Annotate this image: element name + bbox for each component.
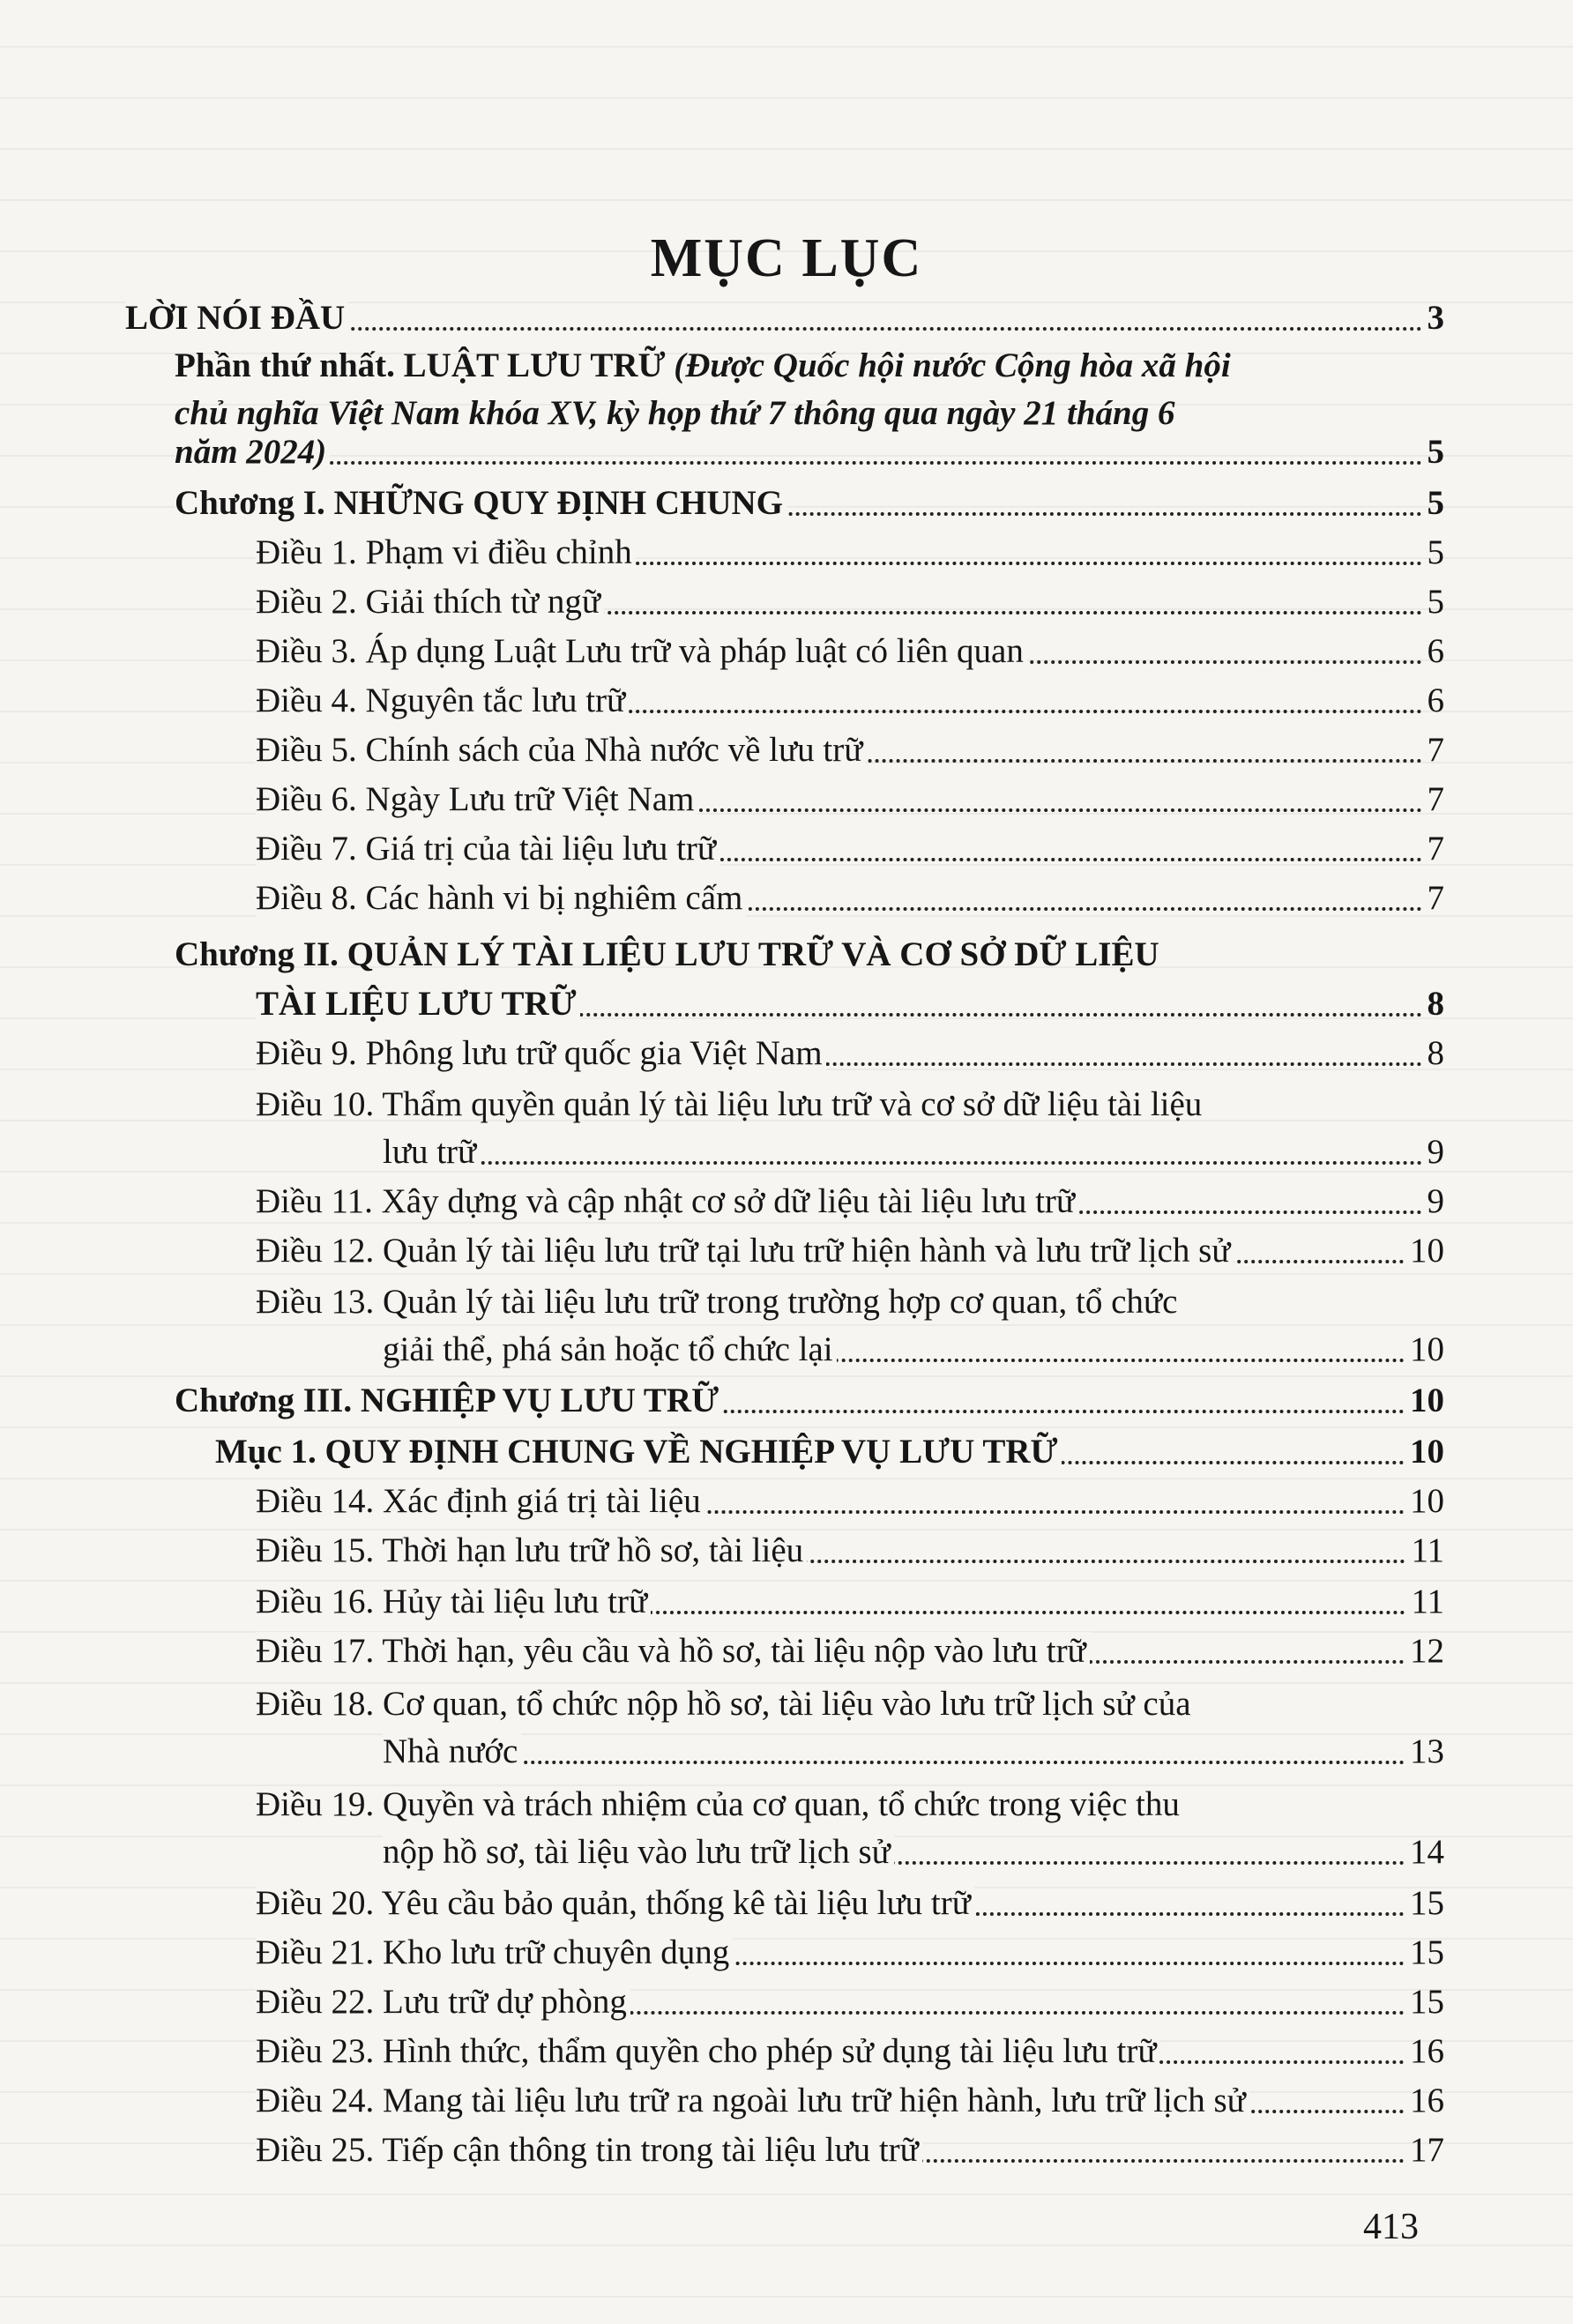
toc-label: Điều 6. Ngày Lưu trữ Việt Nam <box>256 780 697 818</box>
toc-label: LỜI NÓI ĐẦU <box>125 299 348 337</box>
toc-entry-dieu-18-line-1[interactable]: Điều 18. Cơ quan, tổ chức nộp hồ sơ, tài liệu vào lưu trữ lịch sử của <box>256 1685 1191 1723</box>
toc-label: Điều 21. Kho lưu trữ chuyên dụng <box>256 1933 733 1971</box>
toc-label: TÀI LIỆU LƯU TRỮ <box>256 985 580 1023</box>
toc-page-number: 8 <box>1427 1034 1444 1072</box>
toc-page-number: 15 <box>1410 1884 1444 1922</box>
toc-entry-dieu-9[interactable] <box>256 1030 1444 1077</box>
toc-label: giải thể, phá sản hoặc tổ chức lại <box>383 1330 837 1368</box>
toc-entry-loi-noi-dau[interactable] <box>125 294 1444 342</box>
toc-page-number: 10 <box>1410 1330 1444 1368</box>
toc-entry-chuong-2[interactable] <box>256 980 1444 1028</box>
toc-page-number: 6 <box>1427 682 1444 719</box>
toc-entry-dieu-10-line-1[interactable]: Điều 10. Thẩm quyền quản lý tài liệu lưu trữ và cơ sở dữ liệu tài liệu <box>256 1085 1203 1123</box>
toc-page-number: 15 <box>1410 1933 1444 1971</box>
toc-label: Chương I. NHỮNG QUY ĐỊNH CHUNG <box>175 484 786 522</box>
toc-label-italic: (Được Quốc hội nước Cộng hòa xã hội <box>674 346 1231 384</box>
toc-page-number: 7 <box>1427 830 1444 868</box>
toc-page-number: 10 <box>1410 1433 1444 1471</box>
toc-entry-dieu-13-line-1[interactable]: Điều 13. Quản lý tài liệu lưu trữ trong trường hợp cơ quan, tổ chức <box>256 1283 1178 1321</box>
page-number: 413 <box>1363 2207 1419 2247</box>
toc-entry-dieu-4[interactable] <box>256 677 1444 725</box>
toc-page-number: 11 <box>1411 1531 1444 1569</box>
toc-label: Điều 22. Lưu trữ dự phòng <box>256 1983 630 2021</box>
toc-entry-dieu-16[interactable] <box>256 1578 1444 1626</box>
toc-page-number: 5 <box>1427 433 1444 471</box>
toc-label: Điều 9. Phông lưu trữ quốc gia Việt Nam <box>256 1034 826 1072</box>
toc-entry-dieu-13[interactable] <box>383 1326 1444 1374</box>
toc-label: Điều 25. Tiếp cận thông tin trong tài liệu lưu trữ <box>256 2131 922 2169</box>
toc-entry-dieu-24[interactable] <box>256 2077 1444 2125</box>
toc-label-italic: năm 2024) <box>175 433 330 471</box>
toc-entry-dieu-6[interactable] <box>256 776 1444 823</box>
toc-label: Điều 3. Áp dụng Luật Lưu trữ và pháp luật có liên quan <box>256 632 1027 670</box>
toc-page-number: 12 <box>1410 1632 1444 1670</box>
toc-entry-phan-thu-nhat-line-2: chủ nghĩa Việt Nam khóa XV, kỳ họp thứ 7 thông qua ngày 21 tháng 6 <box>175 394 1175 432</box>
toc-page-number: 5 <box>1427 583 1444 621</box>
toc-label: Điều 7. Giá trị của tài liệu lưu trữ <box>256 830 719 868</box>
toc-entry-dieu-11[interactable] <box>256 1178 1444 1225</box>
toc-label: Điều 24. Mang tài liệu lưu trữ ra ngoài lưu trữ hiện hành, lưu trữ lịch sử <box>256 2082 1249 2119</box>
toc-page-number: 16 <box>1410 2082 1444 2119</box>
toc-page-number: 14 <box>1410 1833 1444 1871</box>
toc-label: Điều 15. Thời hạn lưu trữ hồ sơ, tài liệu <box>256 1531 807 1569</box>
toc-page-number: 7 <box>1427 731 1444 769</box>
toc-page-number: 8 <box>1427 985 1444 1023</box>
toc-entry-dieu-19-line-1[interactable]: Điều 19. Quyền và trách nhiệm của cơ quan, tổ chức trong việc thu <box>256 1785 1180 1823</box>
toc-label: Điều 23. Hình thức, thẩm quyền cho phép sử dụng tài liệu lưu trữ <box>256 2032 1159 2070</box>
toc-page-number: 7 <box>1427 780 1444 818</box>
toc-entry-dieu-8[interactable] <box>256 875 1444 922</box>
toc-entry-dieu-23[interactable] <box>256 2028 1444 2075</box>
toc-label: nộp hồ sơ, tài liệu vào lưu trữ lịch sử <box>383 1833 894 1871</box>
page-title: MỤC LỤC <box>650 228 923 288</box>
toc-label: Nhà nước <box>383 1732 521 1770</box>
toc-label: Điều 5. Chính sách của Nhà nước về lưu trữ <box>256 731 866 769</box>
toc-entry-dieu-5[interactable] <box>256 726 1444 774</box>
toc-entry-dieu-15[interactable] <box>256 1527 1444 1575</box>
toc-page-number: 6 <box>1427 632 1444 670</box>
toc-entry-dieu-22[interactable] <box>256 1978 1444 2026</box>
toc-page-number: 10 <box>1410 1232 1444 1270</box>
toc-page-number: 3 <box>1427 299 1444 337</box>
toc-page-number: 10 <box>1410 1382 1444 1419</box>
toc-page-number: 15 <box>1410 1983 1444 2021</box>
toc-label: Điều 2. Giải thích từ ngữ <box>256 583 604 621</box>
toc-entry-dieu-25[interactable] <box>256 2127 1444 2174</box>
toc-entry-chuong-2-line-1[interactable]: Chương II. QUẢN LÝ TÀI LIỆU LƯU TRỮ VÀ CƠ SỞ DỮ LIỆU <box>175 935 1159 973</box>
toc-label: Điều 8. Các hành vi bị nghiêm cấm <box>256 879 746 917</box>
toc-label: Điều 14. Xác định giá trị tài liệu <box>256 1482 704 1520</box>
toc-label: Phần thứ nhất. LUẬT LƯU TRỮ <box>175 346 666 384</box>
toc-entry-dieu-19[interactable] <box>383 1829 1444 1876</box>
toc-entry-dieu-10[interactable] <box>383 1128 1444 1176</box>
toc-entry-dieu-12[interactable] <box>256 1227 1444 1275</box>
toc-label: lưu trữ <box>383 1133 480 1171</box>
toc-entry-dieu-14[interactable] <box>256 1478 1444 1525</box>
toc-entry-dieu-7[interactable] <box>256 825 1444 873</box>
toc-page-number: 13 <box>1410 1732 1444 1770</box>
toc-label: Điều 4. Nguyên tắc lưu trữ <box>256 682 629 719</box>
toc-entry-phan-thu-nhat-line-1[interactable] <box>175 342 1231 390</box>
toc-page-number: 16 <box>1410 2032 1444 2070</box>
toc-page-number: 7 <box>1427 879 1444 917</box>
toc-entry-chuong-3[interactable] <box>175 1377 1444 1425</box>
toc-page-number: 9 <box>1427 1133 1444 1171</box>
toc-entry-dieu-18[interactable] <box>383 1728 1444 1776</box>
toc-entry-phan-thu-nhat[interactable] <box>175 428 1444 476</box>
toc-label: Điều 11. Xây dựng và cập nhật cơ sở dữ liệu tài liệu lưu trữ <box>256 1182 1078 1220</box>
toc-entry-dieu-2[interactable] <box>256 578 1444 626</box>
toc-page-number: 10 <box>1410 1482 1444 1520</box>
toc-entry-chuong-1[interactable] <box>175 480 1444 527</box>
toc-label: Mục 1. QUY ĐỊNH CHUNG VỀ NGHIỆP VỤ LƯU TRỮ <box>215 1433 1062 1471</box>
toc-entry-dieu-17[interactable] <box>256 1628 1444 1675</box>
toc-entry-dieu-20[interactable] <box>256 1880 1444 1927</box>
toc-entry-muc-1[interactable] <box>215 1428 1444 1476</box>
toc-entry-dieu-3[interactable] <box>256 628 1444 675</box>
toc-page-number: 11 <box>1411 1583 1444 1620</box>
toc-label: Điều 17. Thời hạn, yêu cầu và hồ sơ, tài liệu nộp vào lưu trữ <box>256 1632 1090 1670</box>
toc-entry-dieu-21[interactable] <box>256 1929 1444 1977</box>
toc-page-number: 9 <box>1427 1182 1444 1220</box>
toc-label: Điều 16. Hủy tài liệu lưu trữ <box>256 1583 651 1620</box>
toc-page-number: 5 <box>1427 533 1444 571</box>
toc-label: Chương III. NGHIỆP VỤ LƯU TRỮ <box>175 1382 722 1419</box>
toc-entry-dieu-1[interactable] <box>256 529 1444 577</box>
toc-page-number: 5 <box>1427 484 1444 522</box>
toc-page-number: 17 <box>1410 2131 1444 2169</box>
toc-label: Điều 20. Yêu cầu bảo quản, thống kê tài liệu lưu trữ <box>256 1884 974 1922</box>
toc-label: Điều 1. Phạm vi điều chỉnh <box>256 533 636 571</box>
toc-label: Điều 12. Quản lý tài liệu lưu trữ tại lưu trữ hiện hành và lưu trữ lịch sử <box>256 1232 1234 1270</box>
